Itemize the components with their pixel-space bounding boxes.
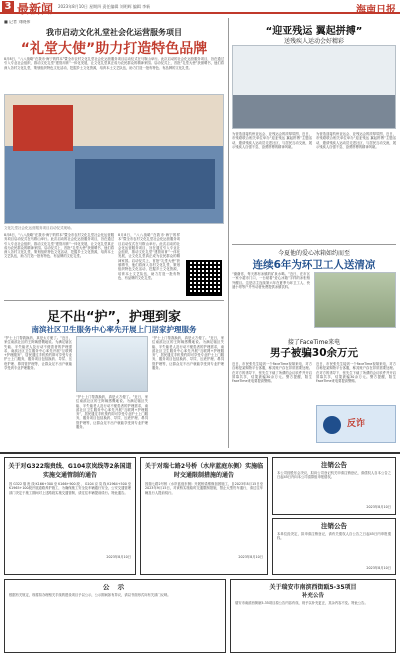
section-title: 最新闻 — [17, 2, 54, 16]
bottom-left-title: 公 示 — [102, 583, 128, 591]
anti-fraud-banner — [316, 405, 396, 443]
newspaper-logo: 海南日报 — [356, 5, 396, 16]
notice-divider — [0, 452, 400, 454]
notice-1 — [4, 457, 136, 575]
mid-subhead: 南滨社区卫生服务中心率先开展上门居家护理服务 — [31, 325, 197, 334]
anti-fraud-label: 反诈 — [347, 419, 366, 429]
lead-body: 8月8日，“八八战略”在我市·海宁的样本”暨全市农村文化礼堂社会化运营服务项目启动仪式在马鞍山举行。此次启动的社会化运营服务项目，旨在通过引入专业社会组织，推动文化礼堂“建管用育”一体化发展，让文化礼堂真正成为农民群众的精神家园。启动仪式上，首批“礼堂大使”获颁聘书，他们将深入各村文化礼堂，策划组织特色文化活动，挖掘乡土文化资源，培育本土文艺队伍，助力打造一批有特色、有品牌的文化礼堂。 — [4, 57, 224, 70]
notice-3-body: 本公司经股东会决议，拟向公司登记机关申请注销登记，请债权人自本公告之日起45日内向本公司清算组申报债权。 — [277, 471, 391, 480]
notice-1-title: 关于对G322瑞贵线、G104京岚线等2条国道实施交通管制的通告 — [8, 463, 132, 479]
section-number: 3 — [2, 1, 14, 13]
notice-2-title: 关于对瑞七路2号桥（水岸蓝庭东侧）实施临时交通限制措施的通告 — [144, 463, 264, 479]
notice-2-date: 2023年8月10日 — [238, 555, 263, 559]
lead-body-col2: 8月8日，“八八战略”在我市·海宁的样本”暨全市农村文化礼堂社会化运营服务项目启动仪式在马鞍山举行。此次启动的社会化运营服务项目，旨在通过引入专业社会组织，推动文化礼堂“建管用育”一体化发展，让文化礼堂真正成为农民群众的精神家园。启动仪式上，首批“礼堂大使”获颁聘书，他们将深入各村文化礼堂，策划组织特色文化活动，挖掘乡土文化资源，培育本土文艺队伍，助力打造一批有特色、有品牌的文化礼堂。 — [118, 233, 180, 280]
right-low-body-col1: 近日，市民张先生接到一个FaceTime视频来电，对方自称是某购物平台客服，称其账户存在异常需要处理。在对方的诱导下，张先生下载了所谓的会议软件并开启屏幕共享，结果被骗30余万元。警方提醒，陌生FaceTime来电要提高警惕。 — [232, 362, 312, 384]
bottom-right-subtitle: 补充公告 — [301, 593, 324, 599]
lead-photo — [4, 94, 224, 224]
mid-headline: 足不出“护”，护理到家 — [46, 310, 182, 325]
lead-headline: “礼堂大使”助力打造特色品牌 — [20, 41, 208, 57]
notice-3 — [272, 457, 396, 515]
mid-photo — [76, 336, 148, 392]
right-low-kicker: 接了FaceTime来电 — [287, 339, 341, 346]
notice-4-title: 注销公告 — [321, 522, 347, 530]
right-top-body-col2: 为营造迎接杭州亚运会、亚残运会的浓厚氛围，近日，市残联联合相关单位举办“迎亚残运 翼起拼搏”主题活动，邀请残疾人运动员走进社区，与居民互动交流，展示残疾人自强不息、奋勇拼搏的精神风貌。 — [316, 132, 396, 149]
qr-code[interactable] — [186, 260, 222, 296]
column-divider — [228, 18, 229, 448]
divider — [4, 300, 224, 301]
divider — [232, 244, 396, 245]
bottom-right-title: 关于瑞安市南滨西街瓯5-35项目 — [269, 584, 357, 591]
right-mid-body: “谢谢你，每天都有冰镇的矿泉水喝。”近日，在市区一家小超市门口，一台贴着“爱心冰箱”字样的冰柜格外醒目。这是店主连续第六年在夏季为环卫工人、快递小哥等户外劳动者免费提供冰镇饮料。 — [232, 272, 310, 289]
dateline: 2023年8月10日 星期四 责任编辑 刘明辉 编辑 李新 — [58, 4, 151, 9]
mid-body-col1: “护士上门帮我换药，真是太方便了。”近日，家住南滨社区的王阿姨感慨地说。为满足辖区失能、半失能老人及行动不便患者的护理需求，南滨社区卫生服务中心率先开展“互联网+护理服务”，居民通过手机预约即可享受专业护士上门服务，服务项目包括换药、导尿、压疮护理、鼻饲管护理等，让群众足不出户就能享受到专业护理服务。 — [4, 336, 72, 371]
right-top-body-col1: 为营造迎接杭州亚运会、亚残运会的浓厚氛围，近日，市残联联合相关单位举办“迎亚残运 翼起拼搏”主题活动，邀请残疾人运动员走进社区，与居民互动交流，展示残疾人自强不息、奋勇拼搏的精神风貌。 — [232, 132, 312, 149]
mid-body-col2: “护士上门帮我换药，真是太方便了。”近日，家住南滨社区的王阿姨感慨地说。为满足辖区失能、半失能老人及行动不便患者的护理需求，南滨社区卫生服务中心率先开展“互联网+护理服务”，居民通过手机预约即可享受专业护士上门服务，服务项目包括换药、导尿、压疮护理、鼻饲管护理等，让群众足不出户就能享受到专业护理服务。 — [76, 395, 148, 430]
notice-2-body: 因瑞七路2号桥（水岸蓝庭东侧）开展桥梁维修加固施工，自2023年8月15日至2023年9月15日，对该桥实施临时交通限制措施，禁止大型货车通行，请过往车辆及行人提前绕行。 — [145, 482, 263, 495]
bottom-notice-right — [230, 579, 396, 653]
notice-3-title: 注销公告 — [321, 461, 347, 469]
right-mid-photo — [314, 272, 396, 328]
bottom-right-body: 瑞安市南滨西街瓯5-35项目原公告内容有误，现予以补充更正，其余内容不变。特此公告。 — [235, 601, 368, 605]
right-top-subhead: 送残疾人运动会好精彩 — [283, 38, 344, 45]
mid-body-col3: “护士上门帮我换药，真是太方便了。”近日，家住南滨社区的王阿姨感慨地说。为满足辖区失能、半失能老人及行动不便患者的护理需求，南滨社区卫生服务中心率先开展“互联网+护理服务”，居民通过手机预约即可享受专业护士上门服务，服务项目包括换药、导尿、压疮护理、鼻饲管护理等，让群众足不出户就能享受到专业护理服务。 — [152, 336, 224, 371]
right-low-body-col2: 近日，市民张先生接到一个FaceTime视频来电，对方自称是某购物平台客服，称其账户存在异常需要处理。在对方的诱导下，张先生下载了所谓的会议软件并开启屏幕共享，结果被骗30余万元。警方提醒，陌生FaceTime来电要提高警惕。 — [316, 362, 396, 384]
crowd-shape — [75, 159, 215, 209]
notice-2 — [140, 457, 268, 575]
lead-author: ■ 记者 刘晓伟 — [4, 20, 31, 24]
right-mid-headline: 连续6年为环卫工人送清凉 — [252, 259, 376, 271]
police-badge-icon — [323, 416, 341, 434]
lead-photo-caption: 文化礼堂社会化运营服务项目启动仪式现场。 — [4, 226, 74, 230]
stage-banner — [13, 105, 73, 151]
notice-4 — [272, 518, 396, 575]
notice-4-body: 本单位经决定，拟申请注销登记，请有关债权人自公告之日起45日内申报债权。 — [277, 532, 391, 541]
bottom-left-body: 根据有关规定，现将拟办理相关手续的建设项目予以公示，公示期间如有异议，请以书面形式向有关部门反映。 — [9, 593, 171, 597]
lead-kicker: 我市启动文化礼堂社会化运营服务项目 — [46, 28, 182, 37]
notice-1-body: 因G322瑞贵线K166+300至K166+900段、G104京岚线K1964+500至K1965+100段开展道路养护施工，为确保施工安全及车辆通行安全，公安交通管理部门决定于施工期间对上述路段实施交通管制，请过往车辆提前绕行。特此通告。 — [9, 482, 131, 495]
lead-body-col1: 8月8日，“八八战略”在我市·海宁的样本”暨全市农村文化礼堂社会化运营服务项目启动仪式在马鞍山举行。此次启动的社会化运营服务项目，旨在通过引入专业社会组织，推动文化礼堂“建管用育”一体化发展，让文化礼堂真正成为农民群众的精神家园。启动仪式上，首批“礼堂大使”获颁聘书，他们将深入各村文化礼堂，策划组织特色文化活动，挖掘乡土文化资源，培育本土文艺队伍，助力打造一批有特色、有品牌的文化礼堂。 — [4, 233, 114, 259]
notice-4-date: 2023年8月10日 — [366, 566, 391, 570]
notice-1-date: 2023年8月10日 — [106, 555, 131, 559]
right-mid-kicker: 今夏他的爱心冰箱如约而至 — [277, 250, 350, 257]
right-top-headline: “迎亚残运 翼起拼搏” — [265, 26, 363, 37]
right-low-headline: 男子被骗30余万元 — [269, 347, 359, 359]
right-top-photo — [232, 45, 396, 129]
bottom-notice-left — [4, 579, 226, 653]
notice-3-date: 2023年8月10日 — [366, 505, 391, 509]
